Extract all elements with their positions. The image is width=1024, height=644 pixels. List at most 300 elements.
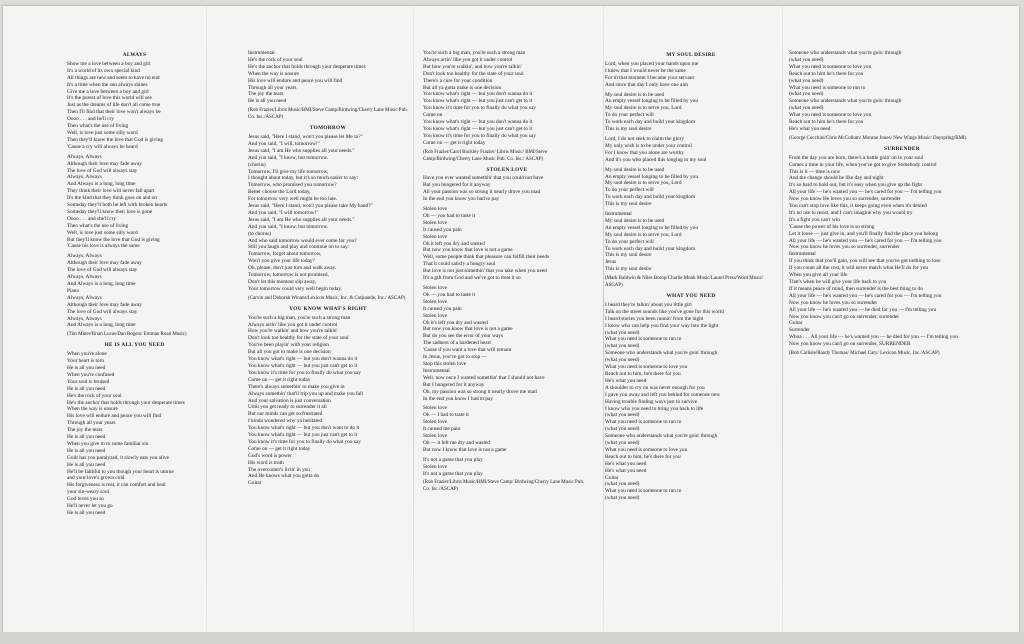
lyric-line: What you need is someone to run to (605, 419, 682, 426)
lyric-line: But all you got to make is one decision (248, 349, 331, 356)
lyric-line: You know what's right — but you just can't get to it (423, 125, 533, 132)
lyric-line: Until you get ready to surrender it all (248, 404, 327, 411)
lyric-line: You've been playin' with your religion (248, 342, 329, 349)
lyric-line: The love of God will always stay (67, 308, 138, 315)
lyric-line: It's a world of its own special kind (67, 67, 140, 74)
lyric-line: Tomorrow, forget about tomorrow, (248, 251, 322, 258)
song-title: MY SOUL DESIRE (666, 52, 716, 58)
song-block (248, 50, 408, 122)
panel-fold (206, 6, 207, 632)
lyric-line: Instrumental (248, 50, 275, 56)
lyric-line: Well, is love just some silly word (67, 129, 138, 136)
lyric-line: He's the anchor that holds through your desperate times (248, 63, 366, 70)
lyric-line: Stolen love (423, 285, 447, 291)
lyric-line: It's a gift from God and we've got to treat it so (423, 275, 521, 282)
lyric-line: Stolen love (423, 206, 447, 213)
lyric-line: Show me a love between a boy and girl (67, 60, 151, 67)
lyric-line: Reach out to him he's there for you (789, 70, 864, 77)
lyric-line: Don't let this moment slip away, (248, 279, 317, 285)
lyric-line: This is my soul desire (605, 266, 652, 273)
lyric-line: Always, Always (67, 253, 102, 260)
lyric-line: Jesus said, "I am He who supplies all your needs." (248, 216, 355, 223)
lyric-line: Come on — get it right today (248, 445, 311, 452)
lyric-line: Have you ever wanted somethin' that you could not have (423, 175, 544, 182)
lyric-line: In the end you know I had to pay (423, 395, 494, 402)
song-credit: (Bob Carlisle/Randy Thomas/ Michael Cary/ Lexicon Music, Inc./ASCAP) (789, 351, 940, 357)
song-credit: (Rob Frazier/Libris Music/BMI/Steve Camp/Birdwing/Cherry Lane Music Pub. Co. Inc./ASCAP) (248, 108, 408, 121)
lyric-line: He is all you need (67, 447, 106, 454)
lyric-line: My soul desire is to be used (605, 91, 665, 98)
lyric-line: But now I know that love is not a game (423, 446, 507, 453)
lyric-line: You know it's time for you to finally do what you say (423, 132, 536, 139)
lyric-line: But all ya gotta make is one decision (423, 84, 502, 91)
lyric-line: Someone who understands what you're goin' through (605, 350, 718, 357)
lyric-line: And you said, "I will tomorrow!" (248, 209, 319, 216)
lyric-line: He is all you need (67, 385, 106, 392)
lyric-line: But our minds can get so frustrated (248, 411, 323, 418)
lyric-line: I kinda wondered why ya hesitated (248, 418, 322, 425)
lyric-line: God loves you so (67, 496, 104, 503)
lyric-line: You know what's right — but you don't wanna do it (423, 119, 533, 126)
lyric-line: But I hungered for it anyway (423, 381, 485, 388)
lyric-line: He'll be faithful to you though your heart is untrue (67, 468, 174, 475)
lyric-line: When you're alone (67, 351, 107, 358)
song-block (789, 50, 1015, 143)
lyric-line: (what you need) (605, 412, 640, 419)
song-title: ALWAYS (122, 52, 147, 58)
song-block (605, 52, 777, 290)
lyric-line: What you need is someone to run to (605, 488, 682, 495)
lyric-line: He is all you need (67, 461, 106, 468)
lyric-line: Guilt has you paralyzed, it slowly eats you alive (67, 454, 169, 461)
lyric-line: 'Cause a cry will always be heard (67, 143, 138, 150)
song-block (248, 125, 408, 303)
lyric-line: It's not a game that you play (423, 470, 483, 477)
lyric-line: God's word is power (248, 452, 292, 459)
lyric-line: Through all your years (67, 420, 116, 427)
lyric-line: An empty vessel longing to be filled by you (605, 224, 698, 231)
panel-fold (782, 6, 783, 632)
lyric-line: Then they'll know the love that God is giving (67, 136, 163, 143)
lyric-line: It's not a game that you play (423, 456, 483, 463)
lyric-line: Oh — you had to taste it (423, 212, 476, 219)
lyric-line: It's no use to resist, and I can't imagine why you would try (789, 209, 913, 216)
lyric-line: You're such a big man, you're such a strong man (423, 50, 526, 56)
lyric-line: An empty vessel longing to be filled by you (605, 98, 698, 105)
lyric-line: (what you need) (605, 426, 640, 433)
lyric-line: And Always is a long, long time (67, 281, 136, 287)
lyric-line: Then what's the use of living (67, 222, 129, 229)
lyric-line: Piano (67, 287, 80, 294)
lyric-line: I heard stories you been runnin' from the night (605, 315, 704, 322)
lyric-line: What you need is someone to run to (789, 84, 866, 91)
lyric-sheet (3, 6, 1019, 632)
lyric-line: Jesus said, "I am He who supplies all your needs." (248, 147, 355, 154)
lyric-line: Now you know he loves you so surrender, surrender (789, 244, 900, 251)
lyric-line: (to chorus) (248, 230, 272, 237)
lyric-line: Through all your years (248, 84, 297, 91)
lyric-line: Oooo . . . and she'll cry (67, 215, 117, 222)
lyric-line: your sin-weary soul (67, 489, 110, 496)
lyric-line: I gave you away and left you behind for someone new (605, 391, 721, 398)
lyric-line: Someday they'll both be left with broken hearts (67, 202, 168, 209)
lyric-line: He's what you need (605, 467, 647, 474)
lyric-line: It caused me pain (423, 426, 461, 433)
lyric-line: You know it's time for you to finally do what you say (423, 105, 536, 112)
lyric-line: He's the rock of your soul (248, 56, 303, 63)
lyric-line: Guitar (605, 474, 619, 481)
lyric-line: Instrumental (789, 251, 816, 258)
lyric-line: His forgiveness is real, it can comfort and heal (67, 482, 166, 489)
lyric-line: Stolen love (423, 419, 447, 426)
lyric-line: Jesus (605, 259, 617, 266)
lyric-line: The sadness of a hardened heart (423, 340, 491, 347)
lyric-line: Reach out to him he's there for you (789, 119, 864, 126)
lyric-line: You know what's right — but you don't wanna do it (248, 356, 358, 363)
lyric-line: Stolen love (423, 405, 447, 412)
lyric-line: And since that day I only have one aim (605, 81, 688, 88)
lyric-line: (what you need) (789, 77, 824, 84)
lyric-line: Always, Always (67, 294, 102, 301)
lyric-line: He is all you need (67, 510, 106, 516)
song-title: SURRENDER (884, 145, 920, 152)
lyric-line: What you need is someone to love you (605, 364, 688, 371)
lyric-line: (what you need) (789, 56, 824, 63)
lyric-line: And the change should be like day and night (789, 175, 884, 182)
song-title: WHAT YOU NEED (666, 293, 716, 299)
lyric-line: The joy the tears (248, 91, 284, 98)
panel-fold (413, 6, 414, 632)
lyric-line: There's a cure for your condition (423, 77, 493, 84)
lyric-line: Stolen love (423, 433, 447, 440)
song-credit: (Carvin and Deborah Winans/Lexicon Music, Inc. & Cotjuande, Inc./ ASCAP) (248, 295, 406, 301)
lyric-line: Now you know you can't go on surrender, SURRENDER (789, 341, 911, 348)
lyric-line: To work each day and build your kingdom (605, 119, 696, 126)
lyric-line: He is all you need (248, 98, 287, 105)
lyric-line: Now you know he loves you so surrender (789, 299, 878, 306)
lyric-line: Having trouble finding ways just to survive (605, 398, 698, 405)
lyric-line: All your life — he's wanted you — he's cared for you — I'm telling you (789, 237, 942, 244)
lyric-line: You know it's time for you to finally do what you say (248, 369, 361, 376)
lyric-line: Oh it's left you dry and wasted (423, 319, 488, 326)
lyric-line: What you need is someone to love you (605, 446, 688, 453)
lyric-line: To do your perfect will (605, 112, 654, 119)
lyric-line: Tomorrow, I'll give my life tomorrow, (248, 168, 329, 175)
lyric-line: Then I'll find that their love won't always be (67, 109, 161, 116)
lyric-line: Come on (423, 112, 443, 119)
lyric-line: My soul desire is to be used (605, 166, 665, 173)
song-block (423, 167, 591, 495)
song-credit: (Rob Frazier/Libris Music/BMI/Steve Camp/ Birdwing/Cherry Lane Music Pub. Co. Inc./ASCAP) (423, 480, 585, 493)
lyric-line: Stolen love (423, 219, 447, 226)
lyric-line: Still you laugh and play and continue on to say: (248, 244, 350, 251)
lyric-line: That it could satisfy a hungry soul (423, 261, 496, 268)
lyric-line: Oh — you had to taste it (423, 291, 476, 298)
lyric-line: Reach out to him, he's there for you (605, 370, 681, 377)
lyric-line: Lord, when you placed your hands upon me (605, 60, 699, 67)
lyric-line: All your life — he's wanted you — he's cared for you — I'm telling you (789, 189, 942, 196)
lyric-line: The love of God will always stay (67, 167, 138, 174)
lyric-line: Comes a time in your life, when you've got to give Somebody control (789, 161, 937, 168)
lyric-line: Stolen love (423, 463, 447, 470)
song-title: TOMORROW (309, 125, 347, 132)
lyric-line: Someday they'll know their love is gone (67, 208, 153, 215)
lyric-line: (what you need) (605, 343, 640, 350)
lyric-line: And Always is a long, long time (67, 181, 136, 188)
lyric-line: This is my soul desire (605, 126, 652, 133)
lyric-line: Better choose the Lord today, (248, 189, 311, 196)
lyric-line: To work each day and build your kingdom (605, 194, 696, 201)
lyric-line: And you said, "I know, but tomorrow. (248, 223, 329, 230)
lyric-panel-3 (423, 50, 591, 497)
lyric-line: 'Cause his love is always the same (67, 243, 140, 250)
lyric-line: Jesus said, "Here I stand, won't you please let Me in?" (248, 133, 363, 140)
song-title: STOLEN LOVE (486, 166, 528, 173)
lyric-line: All things are new and seem to have no end (67, 74, 160, 81)
lyric-line: But do you see the error of your ways (423, 333, 504, 340)
lyric-line: He's the anchor that holds through your desperate times (67, 399, 185, 406)
lyric-line: You know what's right — but you just can't get to it (248, 362, 358, 369)
lyric-line: An empty vessel longing to be filled by you (605, 173, 698, 180)
lyric-line: I knew that I would never be the same (605, 67, 686, 74)
lyric-line: In Jesus, you've got to stop — (423, 354, 487, 361)
lyric-line: (chorus) (248, 161, 266, 168)
lyric-line: His love will endure and peace you will find (67, 413, 162, 420)
lyric-line: When the way is unsure (67, 406, 118, 413)
lyric-line: He'll never let you go (67, 503, 113, 510)
lyric-line: All your life — he's wanted you — he died for you — I'm telling you (789, 306, 937, 313)
song-block (67, 52, 202, 339)
lyric-line: There's always somethin' to make you give in (248, 383, 345, 390)
lyric-line: Always actin' like you got it under control (248, 321, 338, 328)
lyric-line: To do your perfect will (605, 187, 654, 194)
lyric-line: (what you need) (605, 495, 640, 502)
lyric-line: And He knows what you gotta do (248, 473, 320, 480)
lyric-line: Instrumental (423, 367, 450, 374)
lyric-line: You know it's time for you to finally do what you say (248, 438, 361, 445)
song-block (423, 50, 591, 164)
lyric-line: He's what you need (605, 460, 647, 467)
lyric-line: If you count all the cost, it will never match what He'll do for you (789, 265, 929, 272)
lyric-line: He is all you need (67, 364, 106, 371)
lyric-line: Come on — get it right today (423, 139, 486, 146)
lyric-line: What you need is someone to love you (789, 112, 872, 119)
lyric-line: You know what's right — but you just can't get to it (423, 98, 533, 105)
lyric-line: But you hungered for it anyway (423, 182, 491, 189)
lyric-line: It's a fight you can't win (789, 216, 840, 223)
lyric-line: And you said, "I know, but tomorrow. (248, 154, 329, 161)
lyric-line: Although their love may fade away (67, 301, 142, 308)
lyric-line: All your passion was so strong it nearly drove you mad (423, 189, 541, 196)
lyric-line: Surrender (789, 327, 810, 334)
lyric-line: Oooo . . . and he'll cry (67, 116, 114, 123)
lyric-line: You can't stop love like this, it keeps going even when it's denied (789, 203, 927, 210)
song-block (605, 293, 777, 502)
lyric-line: The overcomer's livin' in you (248, 466, 310, 473)
lyric-line: It's so hard to hold out, but it's easy when you give up the fight (789, 182, 922, 189)
lyric-line: Stolen love (423, 312, 447, 319)
lyric-line: In the end you know you had to pay (423, 196, 500, 203)
lyric-line: And your salvation is just conversation (248, 397, 331, 404)
song-title: YOU KNOW WHAT'S RIGHT (289, 305, 367, 312)
lyric-line: Oh — I had to taste it (423, 412, 469, 419)
lyric-line: Always actin' like you got it under control (423, 56, 513, 63)
lyric-line: Always somethin' that'll trip you up and make you fall (248, 390, 364, 397)
lyric-line: (what you need) (605, 329, 640, 336)
lyric-line: He's what you need (789, 125, 831, 132)
lyric-line: Come on — get it right today (248, 376, 311, 383)
lyric-line: Jesus said, "Here I stand, won't you please take My hand?" (248, 203, 373, 210)
lyric-line: They think their love will never fall apart (67, 188, 155, 195)
lyric-line: What you need is someone to love you (789, 63, 872, 70)
lyric-line: This is it — time is now (789, 168, 841, 175)
lyric-line: (what you need) (605, 481, 640, 488)
lyric-line: Well, some people think that pleasure can fulfill their needs (423, 254, 550, 261)
lyric-line: Let it loose — just give in, and you'll finally find the place you belong (789, 230, 939, 237)
lyric-line: I thought about today, but it's so much easier to say: (248, 175, 358, 182)
lyric-line: The love of God will always stay (67, 267, 138, 274)
lyric-line: Oh, my passion was so strong it nearly drove me mad (423, 388, 537, 395)
lyric-line: If you think that you'll gain, you will see that you've got nothing to lose (789, 258, 941, 265)
lyric-line: Lord, I do not seek to claim the glory (605, 135, 684, 142)
lyric-line: Talk on the street sounds like you've gone for this world (605, 308, 724, 315)
lyric-line: My soul desire is to serve you, Lord (605, 180, 682, 187)
lyric-line: Guitar (789, 320, 803, 327)
lyric-line: When you give all your life (789, 272, 848, 279)
lyric-line: Your tomorrow could very well begin today. (248, 285, 343, 292)
lyric-line: It caused you pain (423, 305, 462, 312)
lyric-line: Always, Always (67, 174, 102, 181)
lyric-line: Someone who understands what you're goin' through (605, 433, 718, 440)
lyric-line: Don't look too healthy for the state of your soul (248, 335, 349, 342)
lyric-line: (what you need) (605, 357, 640, 364)
lyric-line: His word is truth (248, 459, 284, 466)
song-credit: (Mark Baldwin & Niles Borop/Charlie Monk Music/Laurel Press/Word Music/ ASCAP) (605, 276, 764, 289)
lyric-line: When the way is unsure (248, 70, 299, 77)
lyric-line: When you give in to some familiar sin (67, 440, 149, 447)
lyric-line: It caused you pain (423, 226, 462, 233)
lyric-line: 'Cause the power of his love is so strong (789, 223, 875, 230)
lyric-line: Whoa . . . All your life — he's wanted you — he died for you — I'm telling you (789, 334, 958, 341)
lyric-line: You're such a big man, you're such a strong man (248, 314, 351, 321)
lyric-line: It's the purest of love this world will see (67, 95, 152, 102)
lyric-line: For in that moment I became your servant (605, 74, 694, 81)
song-block (67, 342, 202, 517)
lyric-line: He's what you need (605, 377, 647, 384)
lyric-line: Although their love may fade away (67, 160, 142, 167)
lyric-line: Reach out to him, he's there for you (605, 453, 681, 460)
panel-fold (603, 6, 604, 632)
lyric-line: If it means peace of mind, then surrender is the best thing to do (789, 285, 923, 292)
lyric-line: My only wish is to be under your control (605, 142, 692, 149)
lyric-line: You know what's right — but you don't wanna do it (423, 91, 533, 98)
lyric-line: Stolen love (423, 233, 447, 240)
lyric-panel-2 (248, 50, 408, 490)
lyric-line: But they'll know the love that God is giving (67, 236, 160, 243)
lyric-line: (what you need) (605, 440, 640, 447)
lyric-line: For I know that you alone are worthy (605, 149, 684, 156)
lyric-line: It's the kind that they think goes on and on (67, 195, 157, 202)
lyric-line: This is my soul desire (605, 252, 652, 259)
lyric-line: Always, Always (67, 153, 102, 160)
lyric-line: And who said tomorrow would ever come for you? (248, 237, 357, 244)
lyric-line: From the day you are born, there's a battle goin' on in your soul (789, 154, 924, 161)
lyric-line: It's a time when the sun always shines (67, 81, 148, 88)
lyric-line: He is all you need (67, 434, 106, 441)
lyric-line: Although their love may fade away (67, 260, 142, 267)
lyric-line: You know what's right — but you don't want to do it (248, 425, 360, 432)
lyric-line: Tomorrow, tomorrow is not promised, (248, 272, 329, 279)
lyric-line: Guitar (248, 480, 262, 487)
song-credit: (Tim Miner/Brian Lucas/Dan Rogers/ Emman Road Music) (67, 332, 187, 338)
lyric-line: But now you know that love is not a game (423, 247, 513, 254)
lyric-line: Don't look too healthy for the state of your soul (423, 70, 524, 77)
lyric-line: Always, Always (67, 315, 102, 322)
lyric-line: When you're confused (67, 371, 115, 378)
lyric-line: Won't you give your life today? (248, 258, 315, 265)
lyric-line: Oh, please, don't just turn and walk away. (248, 265, 337, 272)
lyric-panel-5 (789, 50, 1015, 361)
lyric-line: Then what's the use of living (67, 123, 129, 130)
lyric-line: Oh — it left me dry and wasted (423, 439, 490, 446)
lyric-line: Now you know you can't go on surrender, surrender (789, 313, 900, 320)
lyric-line: The joy the tears (67, 427, 103, 434)
song-title: HE IS ALL YOU NEED (104, 342, 165, 349)
lyric-line: Just as the dreams of life don't all come true (67, 102, 161, 109)
lyric-line: To do your perfect will (605, 238, 654, 245)
lyric-line: But how you're walkin', and how you're talkin' (423, 63, 522, 70)
song-credit: (Rob Frazier/Carol Buckley Frazier/ Libris Music/ BMI/Steve Camp/Birdwing/Cherry Lane Music Pub. Co. Inc./ ASCAP) (423, 149, 548, 162)
lyric-line: Instrumental (605, 211, 632, 218)
lyric-line: My soul desire is to be used (605, 217, 665, 224)
lyric-line: How you're walkin' and how you're talkin' (248, 328, 338, 335)
lyric-line: (what you need) (789, 105, 824, 112)
lyric-panel-4 (605, 50, 777, 505)
lyric-line: What you need is someone to run to (605, 336, 682, 343)
lyric-line: And you said, "I will, tomorrow!" (248, 140, 320, 147)
lyric-line: All your life — he's wanted you — he's cared for you — I'm telling you (789, 292, 942, 299)
lyric-line: and your love's grown cold (67, 475, 125, 482)
lyric-line: Stop this stolen love (423, 360, 467, 367)
song-block (248, 306, 408, 488)
lyric-line: My soul desire is to serve you, Lord (605, 105, 682, 112)
lyric-line: To work each day and build your kingdom (605, 245, 696, 252)
lyric-line: A shoulder to cry on was never enough for you (605, 384, 705, 391)
lyric-line: (what you need) (789, 91, 824, 98)
lyric-line: And Always is a long, long time (67, 322, 136, 329)
song-block (789, 146, 1015, 358)
lyric-line: Tomorrow, who promised you tomorrow? (248, 182, 337, 189)
lyric-line: That's when he will give your life back to you (789, 279, 887, 285)
lyric-line: For tomorrow very well might be too late. (248, 196, 338, 203)
lyric-line: Stolen love (423, 298, 447, 305)
lyric-line: Someone who understands what you're goin' through (789, 50, 902, 56)
lyric-line: Oh it left you dry and wasted (423, 240, 485, 247)
lyric-line: 'Cause if you want a love that will remain (423, 347, 512, 354)
lyric-line: His love will endure and peace you will find (248, 77, 343, 84)
lyric-line: Always, Always (67, 274, 102, 281)
scan-background (0, 632, 1024, 644)
lyric-line: I heard they're talkin' about you little girl (605, 301, 692, 308)
lyric-line: And it's you who placed this longing in my soul (605, 156, 707, 163)
lyric-line: Someone who understands what you're goin' through (789, 98, 902, 105)
lyric-line: Your soul is bruised (67, 378, 110, 385)
lyric-line: Now you know He loves you so surrender, surrender (789, 196, 901, 203)
lyric-line: He's the rock of your soul (67, 392, 122, 399)
lyric-panel-1 (67, 50, 202, 520)
lyric-line: I know who you need to bring you back to life (605, 405, 704, 412)
lyric-line: You know what's right — but you just can't get to it (248, 432, 358, 439)
